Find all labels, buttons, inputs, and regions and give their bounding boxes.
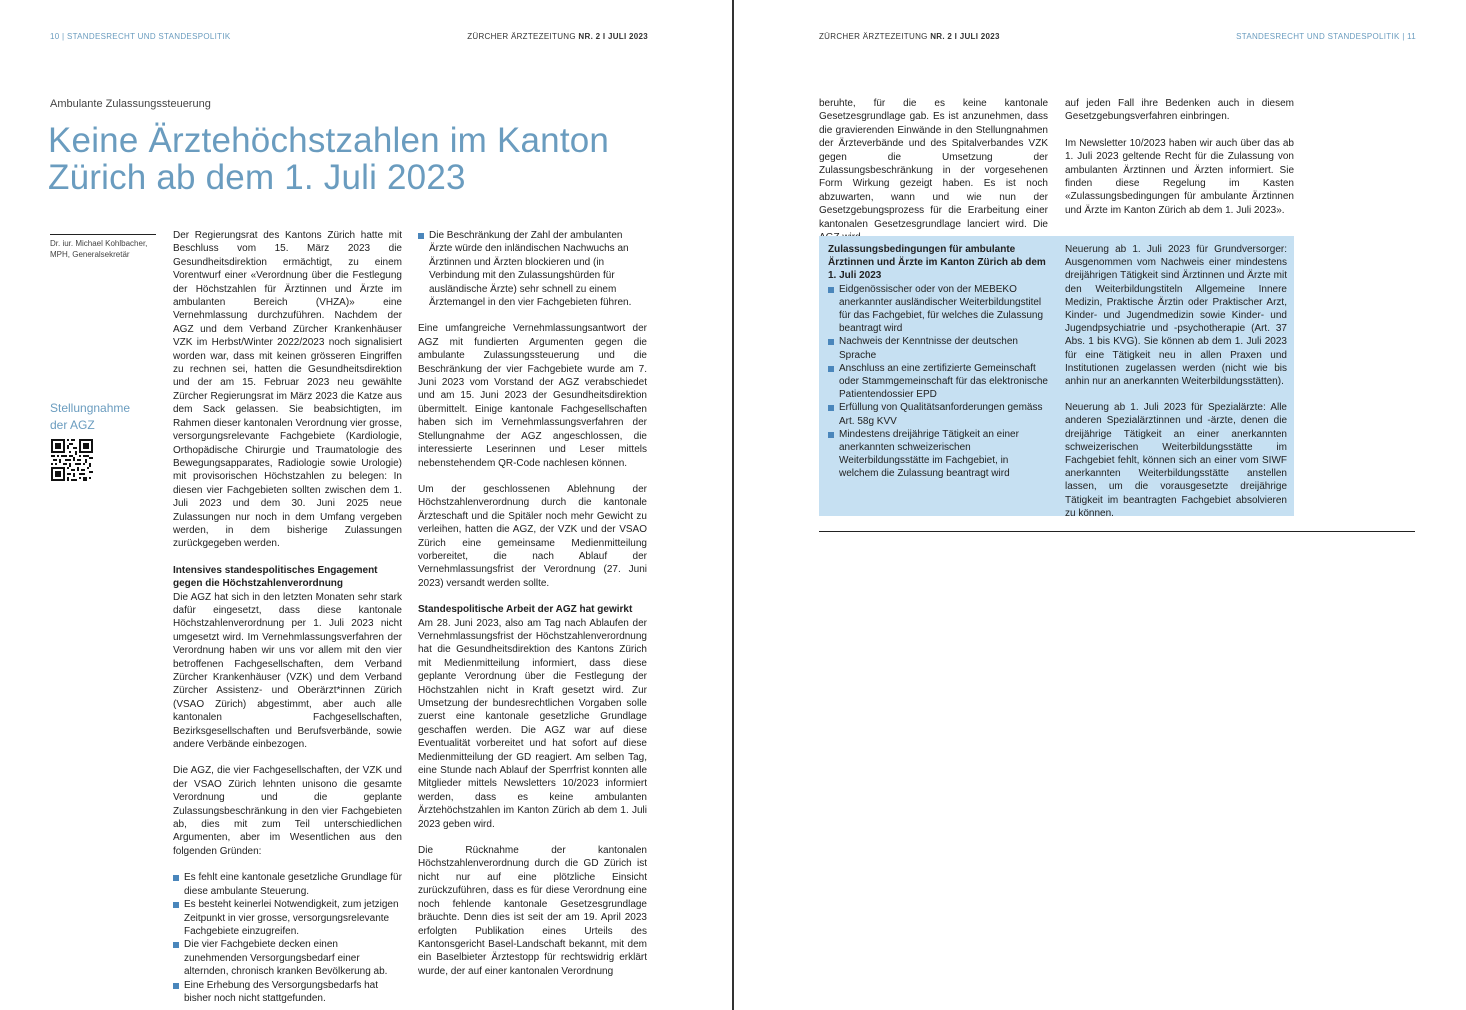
paragraph: Im Newsletter 10/2023 haben wir auch über das ab 1. Juli 2023 geltende Recht für die Zulassung von ambulanten Ärztinnen und Ärzten informiert. Sie finden diese Regelung im Kasten «Zulassungsbedingungen für ambulante Ärztinnen und Ärzte im Kanton Zürich ab dem 1. Juli 2023». xyxy=(1065,137,1294,216)
info-box-right xyxy=(1065,243,1287,533)
side-label-statement: Stellungnahme der AGZ xyxy=(50,401,131,432)
subheading: Standespolitische Arbeit der AGZ hat gewirkt xyxy=(418,604,633,616)
article-kicker: Ambulante Zulassungssteuerung xyxy=(50,98,211,110)
list-item: Anschluss an eine zertifizierte Gemeinschaft oder Stammgemeinschaft für das elektronische Patientendossier EPD xyxy=(828,362,1050,402)
paragraph: beruhte, für die es keine kantonale Gesetzesgrundlage gab. Es ist anzunehmen, dass die gravierenden Einwände in den Stellungnahmen der Ärzteverbände und des Spitalverbandes VZK gegen die Umsetzung der Zulassungsbeschränkung in der vorgesehenen Form Wirkung gezeigt haben. Es ist noch abzuwarten, wann und wie nun der Gesetzgebungsprozess für die Erarbeitung einer kantonalen Gesetzesgrundlage lanciert wird. Die xyxy=(819,98,1048,230)
running-header-journal xyxy=(467,32,648,41)
paragraph: Eine umfangreiche Vernehmlassungsantwort der AGZ mit fundierten Argumenten gegen die ambulante Zulassungssteuerung und die Beschränkung der vier Fachgebiete wurde am 7. Juni 2023 vom Vorstand der AGZ verabschiedet und am 15. Juni 2023 der Gesundheitsdirektion übermittelt. Einige kantonale Fachgesellschaften haben sich im Vernehmlassungsverfahren der Stellungnahme der AGZ angeschlossen, die interessierte Leserinnen und Leser mittels nebenstehendem QR-Code nachlesen können. xyxy=(418,323,647,469)
conditions-list xyxy=(828,283,1050,481)
left-page xyxy=(0,0,732,1010)
page-divider xyxy=(732,0,734,1010)
list-item: Es besteht keinerlei Notwendigkeit, zum jetzigen Zeitpunkt in vier grosse, versorgungsrelevante Fachgebiete einzugreifen. xyxy=(173,898,402,938)
author-byline: Dr. iur. Michael Kohlbacher, MPH, Generalsekretär xyxy=(50,239,148,259)
list-item: Mindestens dreijährige Tätigkeit an einer anerkannten schweizerischen Weiterbildungsstätte im Fachgebiet, in welchem die Zulassung beantragt wird xyxy=(828,428,1050,481)
info-box xyxy=(819,236,1294,519)
running-header-journal xyxy=(819,32,1000,41)
paragraph: Die Rücknahme der kantonalen Höchstzahlenverordnung durch die GD Zürich ist nicht nur auf eine plötzliche Einsicht zurückzuführen, dass es für diese Verordnung eine noch fehlende kantonale Gesetzesgrundlage bräuchte. Denn dies ist seit der am 19. April 2023 erfolgten Publikation eines Urteils des Kantonsgericht Basel-Landschaft bekannt, mit dem ein Baselbieter Ärztestopp für rechtswidrig erklärt wurde, der auf einer kantonalen Verordnung xyxy=(418,845,647,977)
section-name: STANDESRECHT UND STANDESPOLITIK xyxy=(1236,32,1400,41)
issue-label: NR. 2 I JULI 2023 xyxy=(930,32,1000,41)
section-name: STANDESRECHT UND STANDESPOLITIK xyxy=(66,32,231,41)
paragraph: auf jeden Fall ihre Bedenken auch in diesem Gesetzgebungsverfahren einbringen. xyxy=(1065,98,1294,123)
paragraph: Um der geschlossenen Ablehnung der Höchstzahlenverordnung durch die kantonale Ärzteschaft und die Spitäler noch mehr Gewicht zu verleihen, hatten die AGZ, der VZK und der VSAO Zürich eine gemeinsame Medienmitteilung vorbereitet, die nach Ablauf der Vernehmlassungsfrist der Verordnung (27. Juni 2023) versandt werden sollte. xyxy=(418,483,647,589)
reasons-list-continued xyxy=(418,229,647,309)
list-item: Erfüllung von Qualitätsanforderungen gemäss Art. 58g KVV xyxy=(828,401,1050,427)
subheading: Intensives standespolitisches Engagement gegen die Höchstzahlenverordnung xyxy=(173,564,378,590)
paragraph: Die AGZ, die vier Fachgesellschaften, der VZK und der VSAO Zürich lehnten unisono die gesamte Verordnung und die geplante Zulassungsbeschränkung in den vier Fachgebieten ab, dies mit zum Teil unterschiedlichen Argumenten, aber im Wesentlichen aus den folgenden Gründen: xyxy=(173,765,402,857)
list-item: Die Beschränkung der Zahl der ambulanten Ärzte würde den inländischen Nachwuchs an Ärztinnen und Ärzten blockieren und (in Verbindung mit den Zulassungshürden für ausländische Ärzte) sehr schnell zu einem Ärztemangel in den vier Fachgebieten führen. xyxy=(418,229,647,309)
running-header-left: 10 | STANDESRECHT UND STANDESPOLITIK xyxy=(50,32,231,41)
journal-name: ZÜRCHER ÄRZTEZEITUNG xyxy=(467,32,576,41)
list-item: Die vier Fachgebiete decken einen zunehmenden Versorgungsbedarf einer alternden, chronisch kranken Bevölkerung ab. xyxy=(173,938,402,978)
page-number: 11 xyxy=(1407,32,1416,41)
issue-label: NR. 2 I JULI 2023 xyxy=(578,32,648,41)
paragraph: Am 28. Juni 2023, also am Tag nach Ablaufen der Vernehmlassungsfrist der Höchstzahlenverordnung hat die Gesundheitsdirektion des Kantons Zürich mit Medienmitteilung informiert, dass diese geplante Verordnung über die Festlegung der Höchstzahlen nicht in Kraft gesetzt wird. Zur Umsetzung der bundesrechtlichen Vorgaben solle zuerst eine kantonale gesetzliche Grundlage geschaffen werden. Die AGZ war auf diese Eventualität vorbereitet und hat sofort auf diese Medienmitteilung der GD reagiert. Am selben Tag, eine Stunde nach Ablauf der Sperrfrist konnten alle Mitglieder mittels Newsletters 10/2023 informiert werden, dass es keine ambulanten Ärztehöchstzahlen im Kanton Zürich ab dem 1. Juli 2023 geben wird. xyxy=(418,617,647,830)
info-box-left xyxy=(828,243,1050,481)
article-column-3 xyxy=(819,97,1048,257)
article-column-2 xyxy=(418,229,647,991)
list-item: Nachweis der Kenntnisse der deutschen Sprache xyxy=(828,335,1050,361)
author-rule xyxy=(50,234,156,235)
paragraph: Neuerung ab 1. Juli 2023 für Spezialärzte: Alle anderen Spezialärztinnen und -ärzte, denen die dreijährige Tätigkeit an einer anerkannten schweizerischen Weiterbildungsstätte im Fachgebiet fehlt, können sich an einer vom SIWF anerkannten Weiterbildungsstätte anstellen lassen, um die vorausgesetzte dreijährige Tätigkeit im beantragten Fachgebiet absolvieren zu können. xyxy=(1065,402,1287,519)
list-item: Eine Erhebung des Versorgungsbedarfs hat bisher noch nicht stattgefunden. xyxy=(173,979,402,1006)
list-item: Es fehlt eine kantonale gesetzliche Grundlage für diese ambulante Steuerung. xyxy=(173,871,402,898)
article-column-1 xyxy=(173,229,402,1010)
list-item: Eidgenössischer oder von der MEBEKO anerkannter ausländischer Weiterbildungstitel für das Fachgebiet, für welches die Zulassung beantragt wird xyxy=(828,283,1050,336)
reasons-list xyxy=(173,871,402,1005)
paragraph: Die AGZ hat sich in den letzten Monaten sehr stark dafür eingesetzt, dass diese kantonale Höchstzahlenverordnung per 1. Juli 2023 nicht umgesetzt wird. Im Vernehmlassungsverfahren der Verordnung haben wir uns vor allem mit den vier betroffenen Fachgesellschaften, dem Verband Zürcher Krankenhäuser (VZK) und dem Verband Zürcher Assistenz- und Oberärzt*innen Zürich (VSAO Zürich) abgestimmt, aber auch alle kantonalen Fachgesellschaften, Bezirksgesellschaften und Berufsverbände, sowie andere Verbände einbezogen. xyxy=(173,591,402,751)
paragraph: Der Regierungsrat des Kantons Zürich hatte mit Beschluss vom 15. März 2023 die Gesundheitsdirektion ermächtigt, zu einem Vorentwurf einer «Verordnung über die Festlegung der Höchstzahlen für Ärztinnen und Ärzte im ambulanten Bereich (VHZA)» eine Vernehmlassung durchzuführen. Nachdem der AGZ und dem Verband Zürcher Krankenhäuser VZK im Herbst/Winter 2022/2023 noch signalisiert worden war, dass mit keinen grösseren Eingriffen zu rechnen sei, hatten die Gesundheitsdirektion und der am 15. Februar 2023 neu gewählte Zürcher Regierungsrat im März 2023 die Katze aus dem Sack gelassen. Sie beabsichtigten, im Rahmen dieser kantonalen Verordnung vier grosse, versorgungsrelevante Fachgebiete (Kardiologie, Orthopädische Chirurgie und Traumatologie des Bewegungsapparates, Radiologie sowie Urologie) mit provisorischen Höchstzahlen zu belegen: In diesen vier Fachgebieten sollten zwischen dem 1. Juli 2023 und dem 30. Juni 2025 neue Zulassungen nur noch in dem Umfang vergeben werden, in dem bisherige Zulassungen zurückgegeben werden. xyxy=(173,230,402,550)
article-column-4 xyxy=(1065,97,1294,230)
qr-code[interactable] xyxy=(51,438,93,482)
paragraph: Neuerung ab 1. Juli 2023 für Grundversorger: Ausgenommen vom Nachweis einer mindestens dreijährigen Tätigkeit sind Ärztinnen und Ärzte mit den Weiterbildungstiteln Allgemeine Innere Medizin, Praktische Ärztin oder Praktischer Arzt, Kinder- und Jugendmedizin sowie Kinder- und Jugendpsychiatrie und -psychotherapie (Art. 37 Abs. 1 bis KVG). Sie können ab dem 1. Juli 2023 für eine Tätigkeit neu in allen Praxen und Institutionen zugelassen werden (nicht wie bis anhin nur an anerkannten Weiterbildungsstätten). xyxy=(1065,244,1287,388)
right-page xyxy=(735,0,1466,1010)
running-header-right: STANDESRECHT UND STANDESPOLITIK | 11 xyxy=(1236,32,1416,41)
info-box-title: Zulassungsbedingungen für ambulante Ärztinnen und Ärzte im Kanton Zürich ab dem 1. Juli 2023 xyxy=(828,244,1046,282)
page-number: 10 xyxy=(50,32,60,41)
end-rule xyxy=(819,531,1415,532)
article-title: Keine Ärztehöchstzahlen im Kanton Zürich ab dem 1. Juli 2023 xyxy=(48,121,610,197)
journal-name: ZÜRCHER ÄRZTEZEITUNG xyxy=(819,32,928,41)
